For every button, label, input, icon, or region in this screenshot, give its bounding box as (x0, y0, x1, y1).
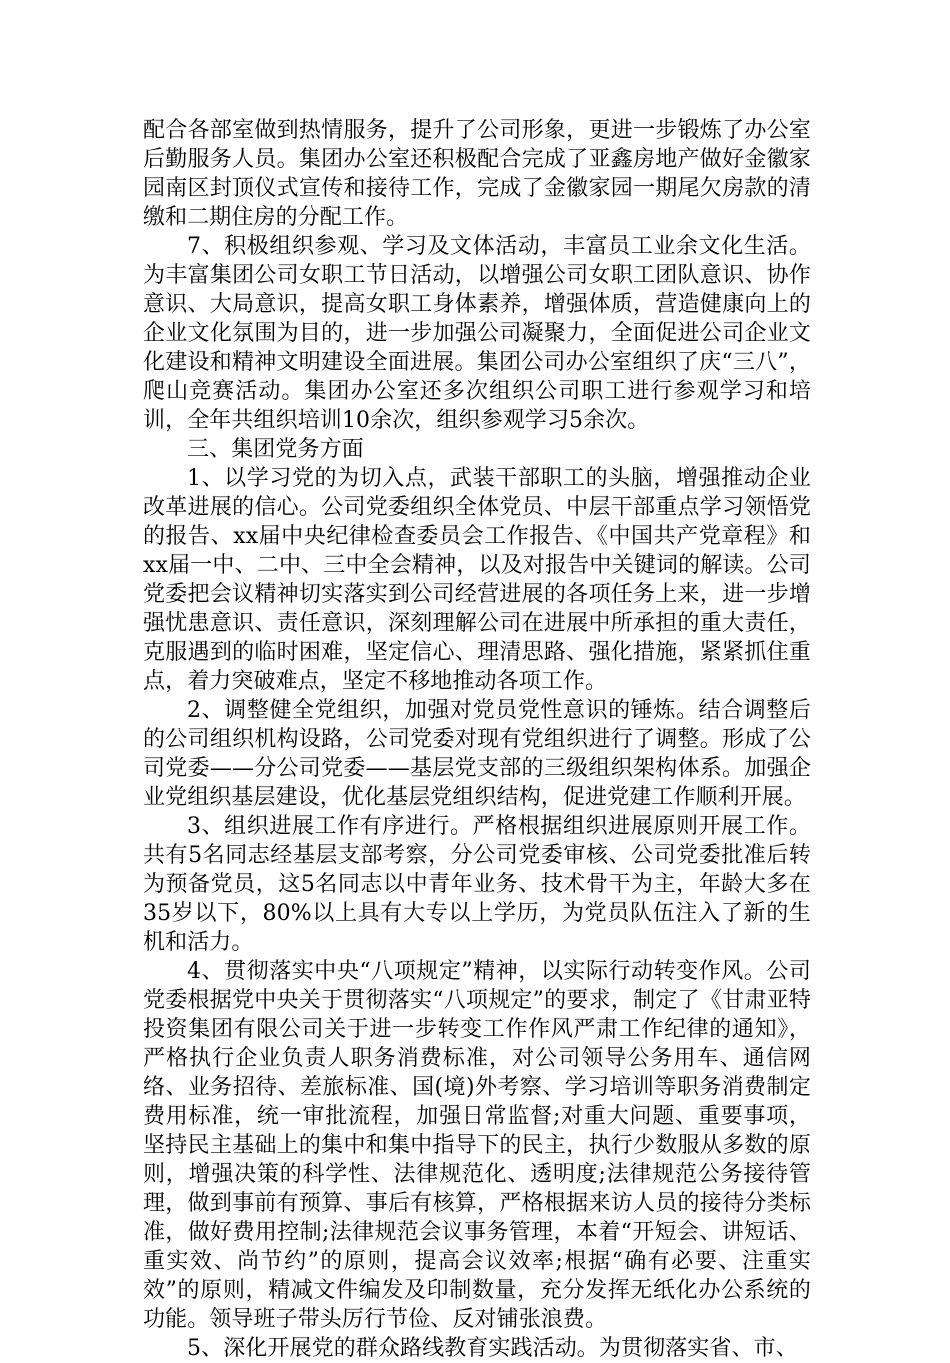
section-heading-party-affairs: 三、集团党务方面 (187, 437, 364, 462)
paragraph-office-service: 配合各部室做到热情服务，提升了公司形象，更进一步锻炼了办公室后勤服务人员。集团办公室还积极配合完成了亚鑫房地产做好金徽家园南区封顶仪式宣传和接待工作，完成了金徽家园一期尾欠房款的清缴和二期住房的分配工作。 (143, 118, 811, 230)
document-body (143, 116, 811, 1363)
paragraph-item-1-study: 1、以学习党的为切入点，武装干部职工的头脑，增强推动企业改革进展的信心。公司党委组织全体党员、中层干部重点学习领悟党的报告、xx届中央纪律检查委员会工作报告、《中国共产党章程》和xx届一中、二中、三中全会精神，以及对报告中关键词的解读。公司党委把会议精神切实落实到公司经营进展的各项任务上来，进一步增强忧患意识、责任意识，深刻理解公司在进展中所承担的重大责任，克服遇到的临时困难，坚定信心、理清思路、强化措施，紧紧抓住重点，着力突破难点，坚定不移地推动各项工作。 (143, 466, 811, 694)
paragraph-item-4-eight-rules: 4、贯彻落实中央“八项规定”精神，以实际行动转变作风。公司党委根据党中央关于贯彻落实“八项规定”的要求，制定了《甘肃亚特投资集团有限公司关于进一步转变工作作风严肃工作纪律的通知》，严格执行企业负责人职务消费标准，对公司领导公务用车、通信网络、业务招待、差旅标准、国(境)外考察、学习培训等职务消费制定费用标准，统一审批流程，加强日常监督;对重大问题、重要事项，坚持民主基础上的集中和集中指导下的民主，执行少数服从多数的原则，增强决策的科学性、法律规范化、透明度;法律规范公务接待管理，做到事前有预算、事后有核算，严格根据来访人员的接待分类标准，做好费用控制;法律规范会议事务管理，本着“开短会、讲短话、重实效、尚节约”的原则，提高会议效率;根据“确有必要、注重实效”的原则，精减文件编发及印制数量，充分发挥无纸化办公系统的功能。领导班子带头厉行节俭、反对铺张浪费。 (143, 959, 811, 1332)
paragraph-item-3-development: 3、组织进展工作有序进行。严格根据组织进展原则开展工作。共有5名同志经基层支部考察，分公司党委审核、公司党委批准后转为预备党员，这5名同志以中青年业务、技术骨干为主，年龄大多在35岁以下，80%以上具有大专以上学历，为党员队伍注入了新的生机和活力。 (143, 814, 811, 955)
paragraph-item-5-mass-line: 5、深化开展党的群众路线教育实践活动。为贯彻落实省、市、 (187, 1336, 798, 1361)
paragraph-item-2-organization: 2、调整健全党组织，加强对党员党性意识的锤炼。结合调整后的公司组织机构设路，公司党委对现有党组织进行了调整。形成了公司党委——分公司党委——基层党支部的三级组织架构体系。加强企业党组织基层建设，优化基层党组织结构，促进党建工作顺利开展。 (143, 698, 811, 810)
paragraph-item-7-culture-activities: 7、积极组织参观、学习及文体活动，丰富员工业余文化生活。为丰富集团公司女职工节日活动，以增强公司女职工团队意识、协作意识、大局意识，提高女职工身体素养，增强体质，营造健康向上的企业文化氛围为目的，进一步加强公司凝聚力，全面促进公司企业文化建设和精神文明建设全面进展。集团公司办公室组织了庆“三八”，爬山竞赛活动。集团办公室还多次组织公司职工进行参观学习和培训，全年共组织培训10余次，组织参观学习5余次。 (143, 234, 811, 433)
